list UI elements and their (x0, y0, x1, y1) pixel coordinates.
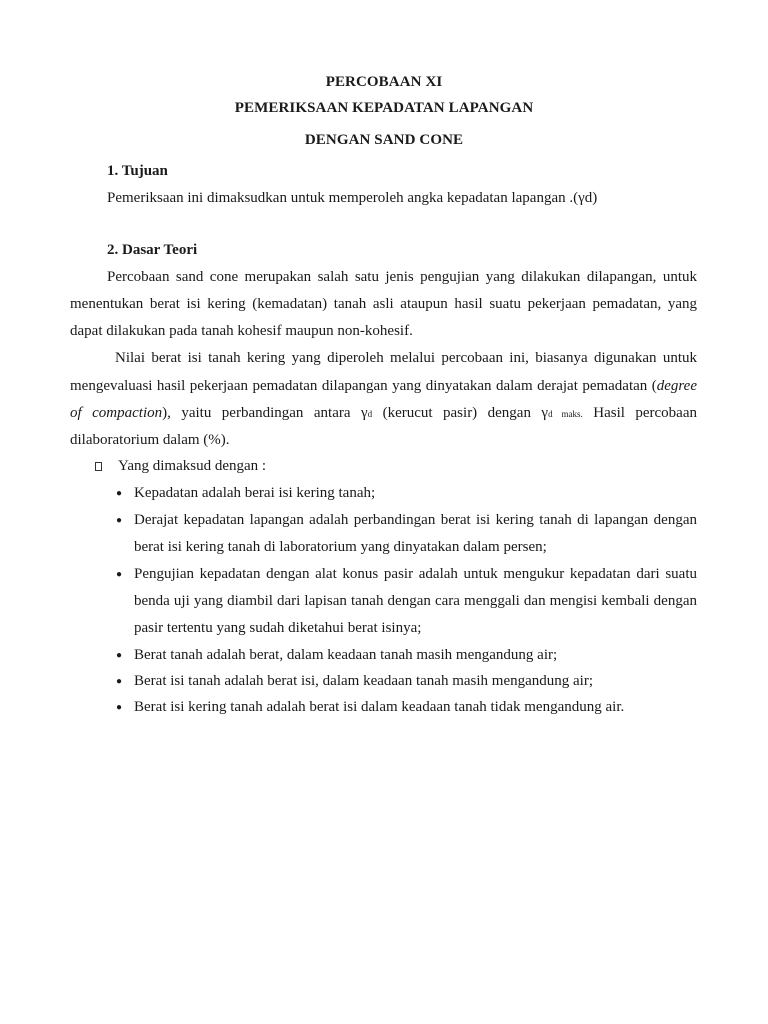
paragraph-2-line-2-text: mengevaluasi hasil pekerjaan pemadatan dilapangan yang dinyatakan dalam derajat pemadatan ( (70, 378, 657, 394)
square-bullet-icon (95, 462, 102, 471)
bullet-dot-icon: ● (116, 569, 123, 580)
degree-term: degree (656, 378, 697, 394)
bullet-item-2-line-1: Derajat kepadatan lapangan adalah perbandingan berat isi kering tanah di lapangan dengan (134, 512, 697, 528)
paragraph-2-line-4: dilaboratorium dalam (%). (70, 432, 230, 448)
bullet-dot-icon: ● (116, 515, 123, 526)
paragraph-1-line-3: dapat dilakukan pada tanah kohesif maupun non-kohesif. (70, 323, 413, 339)
title-line-3: DENGAN SAND CONE (304, 132, 464, 148)
paragraph-2-line-3-text-c: Hasil percobaan (582, 405, 697, 421)
paragraph-2-line-2 (70, 378, 697, 395)
paragraph-2-line-1: Nilai berat isi tanah kering yang diperoleh melalui percobaan ini, biasanya digunakan untuk (115, 350, 697, 366)
gamma-d-maks-subscript: d maks. (548, 409, 583, 419)
title-line-1: PERCOBAAN XI (325, 74, 443, 90)
bullet-dot-icon: ● (116, 488, 123, 499)
bullet-item-5: Berat isi tanah adalah berat isi, dalam keadaan tanah masih mengandung air; (134, 673, 593, 689)
gamma-d-subscript: d (367, 409, 373, 419)
bullet-dot-icon: ● (116, 676, 123, 687)
bullet-item-1: Kepadatan adalah berai isi kering tanah; (134, 485, 376, 501)
bullet-item-6: Berat isi kering tanah adalah berat isi dalam keadaan tanah tidak mengandung air. (134, 699, 625, 715)
paragraph-1-line-1: Percobaan sand cone merupakan salah satu jenis pengujian yang dilakukan dilapangan, untuk (107, 269, 697, 285)
paragraph-1-line-2: menentukan berat isi kering (kemadatan) tanah asli ataupun hasil suatu pekerjaan pemadatan, yang (70, 296, 697, 312)
section-heading-dasar-teori: 2. Dasar Teori (107, 242, 198, 258)
bullet-dot-icon: ● (116, 650, 123, 661)
bullet-item-2-line-2: berat isi kering tanah di laboratorium yang dinyatakan dalam persen; (134, 539, 547, 555)
yang-dimaksud-label: Yang dimaksud dengan : (118, 458, 267, 474)
title-line-2: PEMERIKSAAN KEPADATAN LAPANGAN (234, 100, 534, 116)
section-heading-tujuan: 1. Tujuan (107, 163, 168, 179)
tujuan-text: Pemeriksaan ini dimaksudkan untuk memperoleh angka kepadatan lapangan .(γd) (107, 190, 598, 206)
bullet-item-3-line-1: Pengujian kepadatan dengan alat konus pasir adalah untuk mengukur kepadatan dari suatu (134, 566, 697, 582)
bullet-dot-icon: ● (116, 702, 123, 713)
paragraph-2-line-3 (70, 405, 697, 422)
bullet-item-4: Berat tanah adalah berat, dalam keadaan tanah masih mengandung air; (134, 647, 558, 663)
paragraph-2-line-3-text-b: (kerucut pasir) dengan γ (372, 405, 549, 421)
paragraph-2-line-3-text-a: ), yaitu perbandingan antara γ (162, 405, 368, 421)
bullet-item-3-line-2: benda uji yang diambil dari lapisan tanah dengan cara menggali dan mengisi kembali dengan (134, 593, 697, 609)
bullet-item-3-line-3: pasir tertentu yang sudah diketahui berat isinya; (134, 620, 422, 636)
compaction-term: of compaction (70, 405, 163, 421)
